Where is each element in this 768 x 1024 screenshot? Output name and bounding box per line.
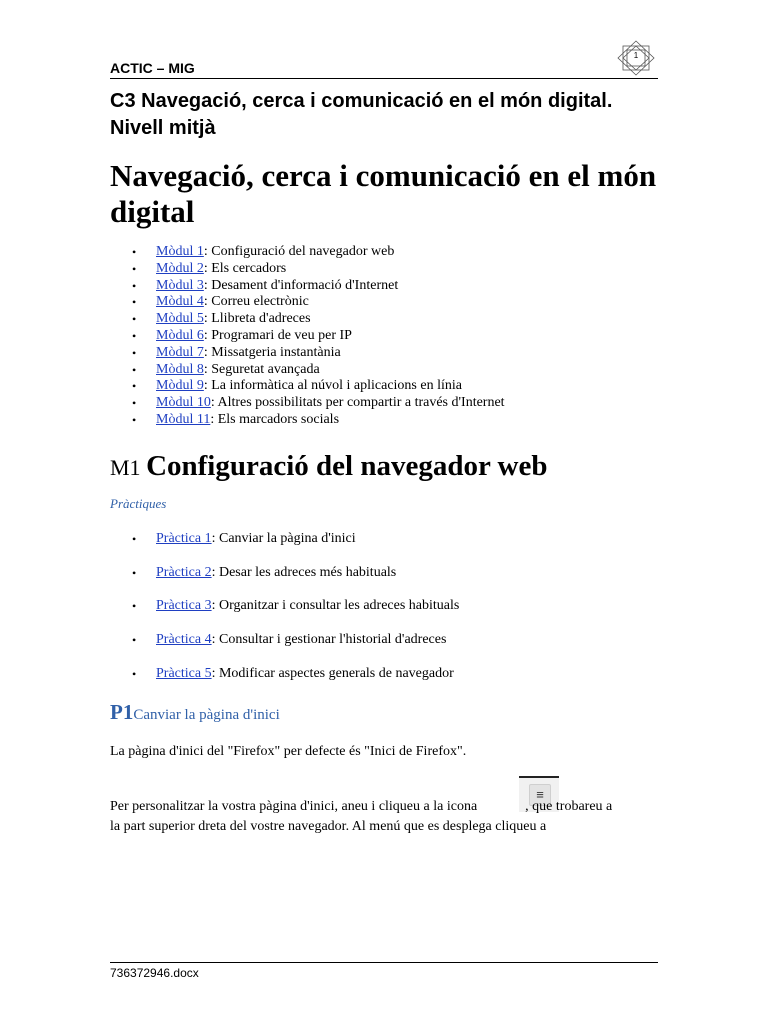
bullet-icon: • [132,599,137,614]
practice-list [110,530,459,698]
bullet-icon: • [132,295,137,310]
module-11-link[interactable]: Mòdul 11 [156,411,211,427]
paragraph-personalize-part1: Per personalitzar la vostra pàgina d'inici, aneu i cliqueu a la icona [110,799,478,814]
module-item [110,345,505,362]
p1-prefix: P1 [110,700,134,724]
module-8-desc: : Seguretat avançada [203,361,320,377]
bullet-icon: • [132,261,137,276]
bullet-icon: • [132,312,137,327]
module-11-desc: : Els marcadors socials [210,411,340,427]
module-9-desc: : La informàtica al núvol i aplicacions en línia [203,378,462,394]
paragraph-firefox-default: La pàgina d'inici del "Firefox" per defecte és "Inici de Firefox". [110,744,467,759]
bullet-icon: • [132,245,137,259]
module-2-desc: : Els cercadors [203,260,287,276]
document-title-line-2: Nivell mitjà [110,117,216,139]
main-heading [110,158,670,230]
page-number: 1 [633,51,639,60]
module-8-link[interactable]: Mòdul 8 [156,361,204,377]
module-item [110,244,505,261]
practice-5-desc: : Modificar aspectes generals de navegador [211,665,454,681]
header-divider [110,78,658,79]
practice-item [110,597,459,631]
module-item [110,294,505,311]
practice-item [110,530,459,564]
bullet-icon: • [132,278,137,293]
practice-item [110,631,459,665]
module-item [110,378,505,395]
module-list [110,244,505,429]
module-item [110,261,505,278]
bullet-icon: • [132,362,137,377]
module-7-desc: : Missatgeria instantània [203,344,341,360]
module-item [110,278,505,295]
module-4-desc: : Correu electrònic [203,294,309,310]
practice-5-link[interactable]: Pràctica 5 [156,665,212,681]
practice-3-desc: : Organitzar i consultar les adreces habituals [211,598,460,614]
module-10-link[interactable]: Mòdul 10 [156,395,211,411]
footer-filename: 736372946.docx [110,966,199,980]
paragraph-personalize-part2: , que trobareu a [525,799,613,814]
footer-divider [110,962,658,963]
module-item [110,412,505,429]
module-6-desc: : Programari de veu per IP [203,327,352,343]
practiques-label: Pràctiques [110,496,167,511]
m1-heading [110,448,548,486]
module-item [110,328,505,345]
module-item [110,311,505,328]
bullet-icon: • [132,532,137,546]
document-title [110,88,670,142]
practice-4-link[interactable]: Pràctica 4 [156,632,212,648]
page-number-badge [614,40,658,76]
module-7-link[interactable]: Mòdul 7 [156,344,204,360]
bullet-icon: • [132,666,137,681]
module-10-desc: : Altres possibilitats per compartir a través d'Internet [210,395,505,411]
module-5-link[interactable]: Mòdul 5 [156,311,204,327]
paragraph-personalize [110,797,612,817]
module-2-link[interactable]: Mòdul 2 [156,260,204,276]
paragraph-menu-instructions: la part superior dreta del vostre navegador. Al menú que es desplega cliqueu a [110,819,547,834]
practice-4-desc: : Consultar i gestionar l'historial d'adreces [211,632,447,648]
practice-item [110,564,459,598]
bullet-icon: • [132,396,137,411]
module-1-link[interactable]: Mòdul 1 [156,244,204,259]
bullet-icon: • [132,633,137,648]
bullet-icon: • [132,565,137,580]
practice-2-desc: : Desar les adreces més habituals [211,564,397,580]
p1-heading [110,700,280,725]
practice-3-link[interactable]: Pràctica 3 [156,598,212,614]
module-3-link[interactable]: Mòdul 3 [156,277,204,293]
module-item [110,395,505,412]
module-6-link[interactable]: Mòdul 6 [156,327,204,343]
header-label: ACTIC – MIG [110,60,195,76]
practice-item [110,665,459,699]
p1-title: Canviar la pàgina d'inici [133,707,280,723]
document-title-line-1: C3 Navegació, cerca i comunicació en el món digital. [110,90,613,112]
m1-title: Configuració del navegador web [146,450,548,482]
module-3-desc: : Desament d'informació d'Internet [203,277,399,293]
practice-1-link[interactable]: Pràctica 1 [156,531,212,546]
module-5-desc: : Llibreta d'adreces [203,311,311,327]
module-1-desc: : Configuració del navegador web [203,244,395,259]
menu-icon-glyph: ≡ [529,784,551,806]
module-4-link[interactable]: Mòdul 4 [156,294,204,310]
m1-prefix: M1 [110,455,147,480]
module-item [110,362,505,379]
main-heading-line-1: Navegació, cerca i comunicació en el món [110,158,657,193]
practice-2-link[interactable]: Pràctica 2 [156,564,212,580]
bullet-icon: • [132,328,137,343]
practice-1-desc: : Canviar la pàgina d'inici [211,531,356,546]
bullet-icon: • [132,345,137,360]
module-9-link[interactable]: Mòdul 9 [156,378,204,394]
bullet-icon: • [132,412,137,427]
main-heading-line-2: digital [110,194,195,229]
bullet-icon: • [132,379,137,394]
